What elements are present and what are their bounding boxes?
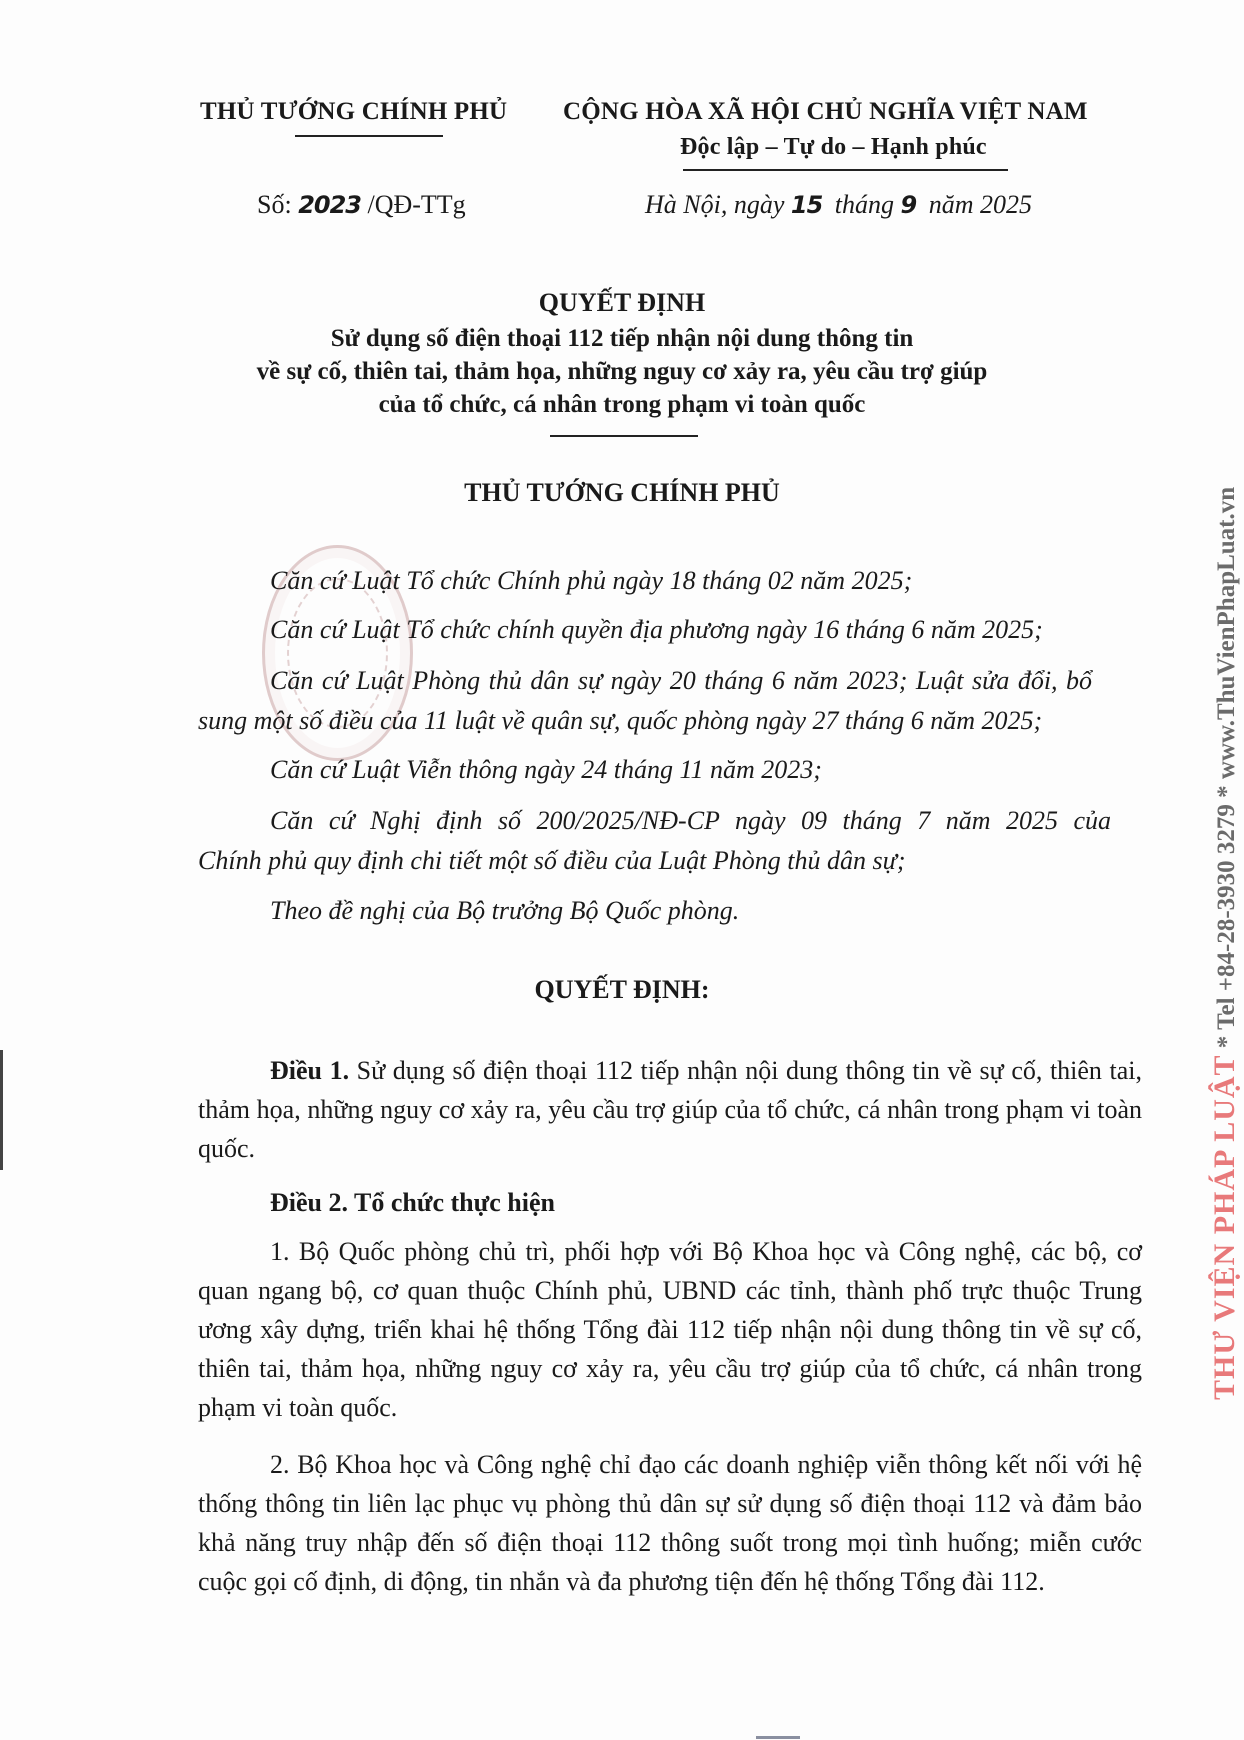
article-2-heading bbox=[198, 1183, 1142, 1222]
document-heading: QUYẾT ĐỊNH bbox=[538, 288, 706, 317]
motto-underline bbox=[683, 169, 1008, 171]
year-label: năm 2025 bbox=[928, 190, 1033, 219]
scan-edge-mark bbox=[0, 1050, 3, 1170]
number-handwritten: 2023 bbox=[298, 191, 361, 219]
authority-heading: THỦ TƯỚNG CHÍNH PHỦ bbox=[464, 478, 780, 507]
watermark-separator-1: * bbox=[1213, 1035, 1240, 1049]
subtitle-line-2: về sự cố, thiên tai, thảm họa, những nguy cơ xảy ra, yêu cầu trợ giúp bbox=[256, 358, 988, 385]
legal-basis-3b: sung một số điều của 11 luật về quân sự, quốc phòng ngày 27 tháng 6 năm 2025; bbox=[198, 706, 1043, 735]
page-bottom-mark bbox=[756, 1736, 800, 1739]
number-prefix: Số: bbox=[257, 190, 292, 219]
decision-heading: QUYẾT ĐỊNH: bbox=[534, 975, 710, 1004]
article-2-clause-2-text: 2. Bộ Khoa học và Công nghệ chỉ đạo các doanh nghiệp viễn thông kết nối với hệ thống thông tin liên lạc phục vụ phòng thủ dân sự sử dụng số điện thoại 112 và đảm bảo khả năng truy nhập đến số điện thoại 112 thông suốt trong mọi tình huống; miễn cước cuộc gọi cố định, di động, tin nhắn và đa phương tiện đến hệ thống Tổng đài 112. bbox=[198, 1450, 1142, 1596]
legal-basis-3a: Căn cứ Luật Phòng thủ dân sự ngày 20 tháng 6 năm 2023; Luật sửa đổi, bổ bbox=[270, 666, 1093, 695]
article-2-clause-1 bbox=[198, 1232, 1142, 1427]
article-2-heading-text: Điều 2. Tổ chức thực hiện bbox=[270, 1188, 555, 1217]
subtitle-line-3: của tổ chức, cá nhân trong phạm vi toàn quốc bbox=[378, 391, 866, 418]
watermark-brand: THƯ VIỆN PHÁP LUẬT bbox=[1208, 1054, 1241, 1400]
title-underline bbox=[550, 435, 698, 437]
article-1 bbox=[198, 1051, 1142, 1168]
month-handwritten: 9 bbox=[900, 191, 917, 219]
issuer-name: THỦ TƯỚNG CHÍNH PHỦ bbox=[200, 98, 508, 125]
article-1-label: Điều 1. bbox=[270, 1056, 350, 1085]
document-number bbox=[257, 190, 466, 220]
watermark-website: www.ThuVienPhapLuat.vn bbox=[1213, 486, 1240, 780]
day-handwritten: 15 bbox=[790, 191, 823, 219]
legal-basis-2: Căn cứ Luật Tổ chức chính quyền địa phương ngày 16 tháng 6 năm 2025; bbox=[270, 615, 1043, 644]
legal-basis-1: Căn cứ Luật Tổ chức Chính phủ ngày 18 tháng 02 năm 2025; bbox=[270, 566, 913, 595]
month-label: tháng bbox=[834, 190, 895, 219]
legal-basis-4: Căn cứ Luật Viễn thông ngày 24 tháng 11 năm 2023; bbox=[270, 755, 822, 784]
watermark-phone: Tel +84-28-3930 3279 bbox=[1213, 804, 1240, 1030]
national-motto: Độc lập – Tự do – Hạnh phúc bbox=[680, 134, 987, 160]
nation-name: CỘNG HÒA XÃ HỘI CHỦ NGHĨA VIỆT NAM bbox=[563, 98, 1088, 125]
article-1-text: Sử dụng số điện thoại 112 tiếp nhận nội dung thông tin về sự cố, thiên tai, thảm họa, những nguy cơ xảy ra, yêu cầu trợ giúp của tổ chức, cá nhân trong phạm vi toàn quốc. bbox=[198, 1056, 1142, 1163]
article-2-clause-1-text: 1. Bộ Quốc phòng chủ trì, phối hợp với Bộ Khoa học và Công nghệ, các bộ, cơ quan ngang bộ, cơ quan thuộc Chính phủ, UBND các tỉnh, thành phố trực thuộc Trung ương xây dựng, triển khai hệ thống Tổng đài 112 tiếp nhận nội dung thông tin về sự cố, thiên tai, thảm họa, những nguy cơ xảy ra, yêu cầu trợ giúp của tổ chức, cá nhân trong phạm vi toàn quốc. bbox=[198, 1237, 1142, 1422]
place-date bbox=[645, 190, 1032, 220]
legal-basis-6: Theo đề nghị của Bộ trưởng Bộ Quốc phòng. bbox=[270, 896, 740, 925]
place-date-prefix: Hà Nội, ngày bbox=[645, 190, 785, 219]
issuer-underline bbox=[295, 135, 443, 137]
legal-basis-5b: Chính phủ quy định chi tiết một số điều của Luật Phòng thủ dân sự; bbox=[198, 846, 906, 875]
number-suffix: /QĐ-TTg bbox=[367, 190, 466, 219]
watermark bbox=[1208, 487, 1242, 1400]
subtitle-line-1: Sử dụng số điện thoại 112 tiếp nhận nội dung thông tin bbox=[330, 325, 914, 352]
watermark-separator-2: * bbox=[1213, 785, 1240, 798]
article-2-clause-2 bbox=[198, 1445, 1142, 1601]
legal-basis-5a: Căn cứ Nghị định số 200/2025/NĐ-CP ngày 09 tháng 7 năm 2025 của bbox=[270, 806, 1112, 835]
